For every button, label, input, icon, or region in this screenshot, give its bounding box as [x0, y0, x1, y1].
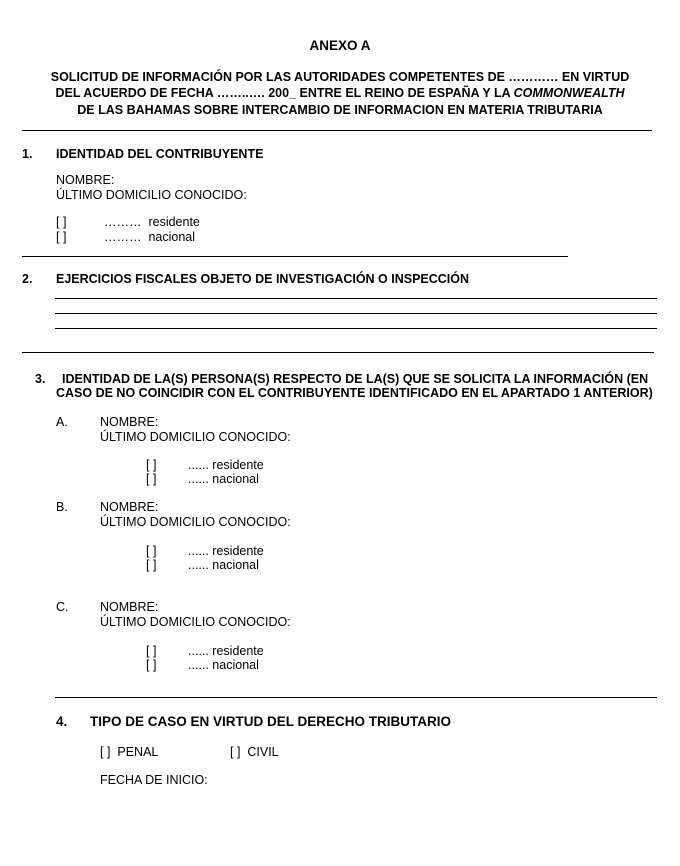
person-b-resident-checkbox[interactable]: [ ]: [146, 544, 157, 558]
penal-checkbox[interactable]: [ ]: [100, 745, 111, 759]
resident-label: residente: [148, 215, 200, 229]
start-date-label: FECHA DE INICIO:: [100, 773, 208, 787]
section1-resident-row: [56, 215, 200, 229]
person-b-national-checkbox[interactable]: [ ]: [146, 558, 157, 572]
penal-option: [100, 745, 158, 759]
header-divider: [22, 130, 652, 131]
person-a-resident-checkbox[interactable]: [ ]: [146, 458, 157, 472]
person-c-national-row: [146, 658, 259, 672]
section4-number: 4.: [56, 714, 68, 729]
person-c-letter: C.: [56, 600, 69, 614]
person-c-national-checkbox[interactable]: [ ]: [146, 658, 157, 672]
section2-title: EJERCICIOS FISCALES OBJETO DE INVESTIGACIÓN O INSPECCIÓN: [56, 272, 470, 286]
civil-option: [230, 745, 279, 759]
header-commonwealth: COMMONWEALTH: [513, 86, 625, 100]
fiscal-year-line-1[interactable]: [55, 298, 657, 299]
person-c-name-label: NOMBRE:: [100, 600, 159, 614]
fiscal-year-line-3[interactable]: [55, 328, 657, 329]
section2-number: 2.: [22, 272, 33, 286]
page-title: ANEXO A: [309, 38, 371, 53]
person-c-resident-row: [146, 644, 264, 658]
section1-title: IDENTIDAD DEL CONTRIBUYENTE: [56, 147, 264, 161]
section1-national-row: [56, 230, 195, 244]
section1-divider: [22, 256, 568, 257]
header-line-2: [0, 86, 680, 100]
person-b-address-label: ÚLTIMO DOMICILIO CONOCIDO:: [100, 515, 291, 529]
section1-number: 1.: [22, 147, 33, 161]
person-a-address-label: ÚLTIMO DOMICILIO CONOCIDO:: [100, 430, 291, 444]
national-dots: ………: [104, 230, 142, 244]
person-a-resident-label: ...... residente: [188, 458, 264, 472]
person-b-resident-row: [146, 544, 264, 558]
section3-title-line-1: IDENTIDAD DE LA(S) PERSONA(S) RESPECTO DE LA(S) QUE SE SOLICITA LA INFORMACIÓN (EN: [62, 372, 649, 386]
person-c-address-label: ÚLTIMO DOMICILIO CONOCIDO:: [100, 615, 291, 629]
person-b-name-label: NOMBRE:: [100, 500, 159, 514]
person-c-national-label: ...... nacional: [188, 658, 259, 672]
person-a-national-checkbox[interactable]: [ ]: [146, 472, 157, 486]
national-label: nacional: [148, 230, 196, 244]
person-b-resident-label: ...... residente: [188, 544, 264, 558]
person-a-national-label: ...... nacional: [188, 472, 259, 486]
person-a-letter: A.: [56, 415, 68, 429]
person-b-national-label: ...... nacional: [188, 558, 259, 572]
resident-checkbox[interactable]: [ ]: [56, 215, 67, 229]
section1-address-label: ÚLTIMO DOMICILIO CONOCIDO:: [56, 188, 247, 202]
civil-label: CIVIL: [247, 745, 279, 759]
header-line-3: DE LAS BAHAMAS SOBRE INTERCAMBIO DE INFORMACION EN MATERIA TRIBUTARIA: [77, 103, 603, 117]
penal-label: PENAL: [117, 745, 159, 759]
section3-title-line-2: CASO DE NO COINCIDIR CON EL CONTRIBUYENTE IDENTIFICADO EN EL APARTADO 1 ANTERIOR): [56, 386, 653, 400]
section3-number: 3.: [35, 372, 46, 386]
person-c-resident-label: ...... residente: [188, 644, 264, 658]
section1-name-label: NOMBRE:: [56, 173, 115, 187]
resident-dots: ………: [104, 215, 142, 229]
person-b-national-row: [146, 558, 259, 572]
section2-divider: [22, 352, 654, 353]
person-a-resident-row: [146, 458, 264, 472]
person-c-resident-checkbox[interactable]: [ ]: [146, 644, 157, 658]
header-line-2-text: DEL ACUERDO DE FECHA ……..…. 200_ ENTRE EL REINO DE ESPAÑA Y LA: [55, 86, 514, 100]
person-a-national-row: [146, 472, 259, 486]
person-b-letter: B.: [56, 500, 68, 514]
fiscal-year-line-2[interactable]: [55, 313, 657, 314]
person-a-name-label: NOMBRE:: [100, 415, 159, 429]
civil-checkbox[interactable]: [ ]: [230, 745, 241, 759]
section4-title: TIPO DE CASO EN VIRTUD DEL DERECHO TRIBUTARIO: [90, 714, 452, 729]
header-line-1: SOLICITUD DE INFORMACIÓN POR LAS AUTORIDADES COMPETENTES DE ………… EN VIRTUD: [50, 70, 630, 84]
national-checkbox[interactable]: [ ]: [56, 230, 67, 244]
section3-divider: [55, 697, 657, 698]
